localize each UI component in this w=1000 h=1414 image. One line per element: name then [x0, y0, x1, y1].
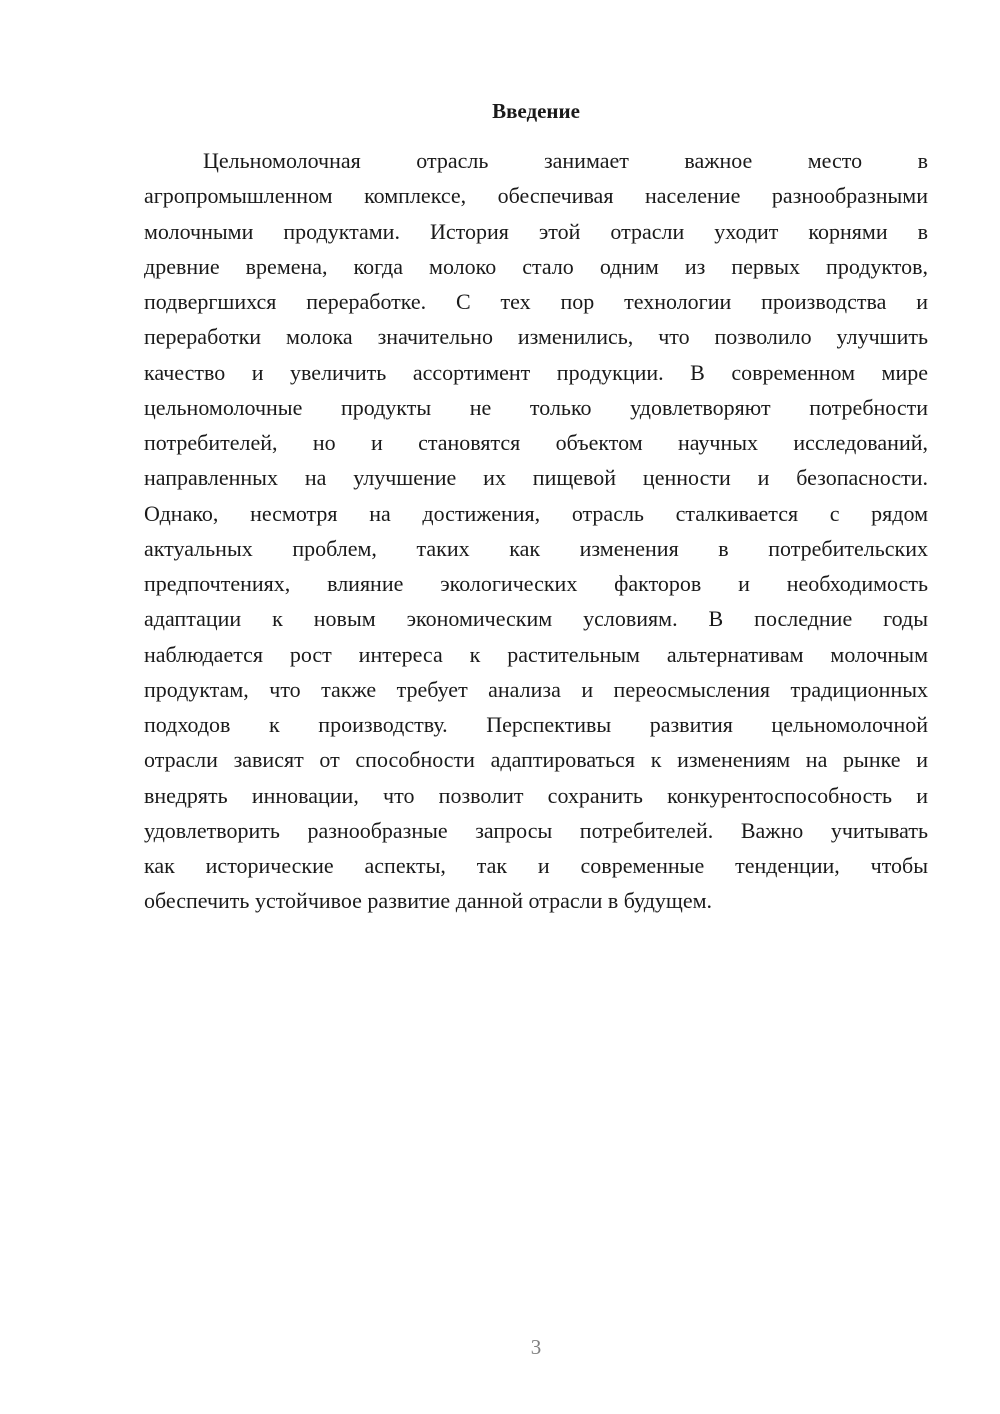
paragraph-line: агропромышленном комплексе, обеспечивая население разнообразными: [144, 183, 928, 209]
section-heading: Введение: [492, 99, 580, 123]
paragraph-line: цельномолочные продукты не только удовлетворяют потребности: [144, 394, 928, 420]
paragraph-line: удовлетворить разнообразные запросы потребителей. Важно учитывать: [144, 817, 928, 843]
paragraph-line: как исторические аспекты, так и современные тенденции, чтобы: [144, 853, 928, 878]
paragraph-body: [144, 143, 928, 919]
paragraph-line: актуальных проблем, таких как изменения в потребительских: [144, 535, 928, 561]
paragraph-line: Однако, несмотря на достижения, отрасль сталкивается с рядом: [144, 500, 928, 526]
paragraph-line: переработки молока значительно изменились, что позволило улучшить: [144, 324, 928, 350]
paragraph-line: направленных на улучшение их пищевой ценности и безопасности.: [144, 465, 928, 491]
paragraph-line: качество и увеличить ассортимент продукции. В современном мире: [144, 359, 928, 385]
paragraph-line: предпочтениях, влияние экологических факторов и необходимость: [144, 571, 928, 596]
paragraph-line: продуктам, что также требует анализа и переосмысления традиционных: [144, 676, 928, 702]
paragraph-line: внедрять инновации, что позволит сохранить конкурентоспособность и: [144, 782, 928, 808]
paragraph-line: обеспечить устойчивое развитие данной отрасли в будущем.: [144, 888, 713, 914]
paragraph-line: наблюдается рост интереса к растительным альтернативам молочным: [144, 641, 928, 667]
paragraph-line: молочными продуктами. История этой отрасли уходит корнями в: [144, 218, 928, 244]
paragraph-line: отрасли зависят от способности адаптироваться к изменениям на рынке и: [144, 747, 928, 773]
paragraph-line: адаптации к новым экономическим условиям. В последние годы: [144, 606, 928, 632]
paragraph-line: потребителей, но и становятся объектом научных исследований,: [144, 430, 928, 455]
paragraph-line: Цельномолочная отрасль занимает важное место в: [203, 148, 928, 173]
paragraph-line: древние времена, когда молоко стало одним из первых продуктов,: [144, 253, 928, 279]
page-number: 3: [530, 1335, 542, 1359]
paragraph-line: подвергшихся переработке. С тех пор технологии производства и: [144, 289, 928, 314]
paragraph-line: подходов к производству. Перспективы развития цельномолочной: [144, 712, 928, 737]
